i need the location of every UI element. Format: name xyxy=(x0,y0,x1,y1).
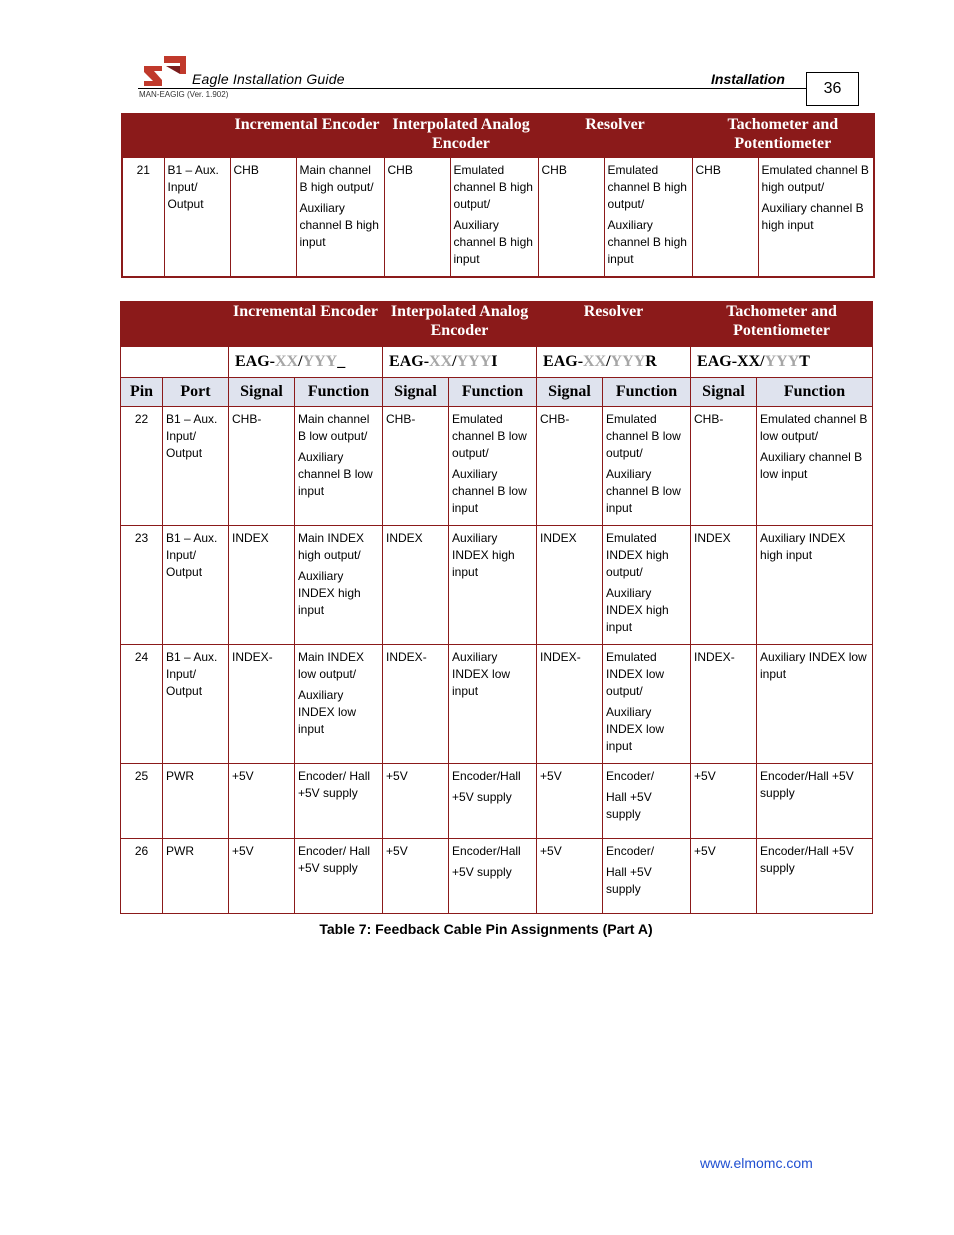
model-part: / xyxy=(452,353,457,370)
signal-cell: CHB- xyxy=(229,407,295,526)
signal-cell: +5V xyxy=(229,764,295,839)
function-cell xyxy=(449,645,537,764)
model-part: EAG-XX/ xyxy=(697,353,765,370)
model-part: EAG- xyxy=(389,353,430,370)
signal-cell: INDEX xyxy=(537,526,603,645)
function-text: Auxiliary INDEX high input xyxy=(452,531,515,579)
model-part: EAG- xyxy=(543,353,584,370)
port-cell: B1 – Aux. Input/ Output xyxy=(164,157,230,277)
function-text: Emulated INDEX high output/ xyxy=(606,531,669,579)
function-text: Auxiliary channel B high input xyxy=(453,217,533,266)
function-text: Emulated channel B high output/ xyxy=(453,162,533,211)
pin-table-continued xyxy=(121,113,875,278)
function-cell xyxy=(295,839,383,914)
model-code-interpolated xyxy=(383,347,537,378)
group-header-blank xyxy=(122,114,230,157)
function-text: Hall +5V supply xyxy=(606,790,652,821)
port-cell: B1 – Aux. Input/ Output xyxy=(163,645,229,764)
document-reference: MAN-EAGIG (Ver. 1.902) xyxy=(139,90,229,99)
function-text: Main channel B high output/ xyxy=(299,162,374,194)
model-part: XX xyxy=(429,353,453,370)
signal-cell: +5V xyxy=(537,839,603,914)
function-text: Auxiliary INDEX low input xyxy=(606,705,665,753)
model-part: EAG- xyxy=(235,353,275,370)
pin-cell: 21 xyxy=(122,157,164,277)
col-function: Function xyxy=(449,378,537,407)
model-code-tachometer xyxy=(691,347,873,378)
model-part: _ xyxy=(337,353,346,370)
function-text: Emulated channel B high output/ xyxy=(761,162,869,194)
pin-cell: 22 xyxy=(121,407,163,526)
function-text: Auxiliary channel B high input xyxy=(299,200,379,249)
function-cell xyxy=(757,645,873,764)
function-cell xyxy=(449,526,537,645)
table2-body xyxy=(121,407,873,914)
function-text: Encoder/ Hall +5V supply xyxy=(298,844,371,875)
function-text: Auxiliary INDEX high input xyxy=(298,569,361,617)
group-header-resolver: Resolver xyxy=(537,302,691,347)
function-cell xyxy=(757,407,873,526)
signal-cell: INDEX- xyxy=(691,645,757,764)
function-text: Encoder/Hall +5V supply xyxy=(760,844,854,875)
model-part: / xyxy=(606,353,611,370)
model-row xyxy=(121,347,873,378)
function-cell xyxy=(603,526,691,645)
signal-cell: +5V xyxy=(537,764,603,839)
function-cell xyxy=(449,839,537,914)
function-cell xyxy=(450,157,538,277)
model-code-incremental xyxy=(229,347,383,378)
function-text: +5V supply xyxy=(452,790,512,804)
function-text: Auxiliary INDEX low input xyxy=(452,650,511,698)
pin-cell: 25 xyxy=(121,764,163,839)
function-cell xyxy=(295,645,383,764)
model-part: I xyxy=(491,353,498,370)
function-text: Auxiliary channel B low input xyxy=(606,467,681,515)
group-header-interpolated: Interpolated Analog Encoder xyxy=(383,302,537,347)
function-cell xyxy=(603,407,691,526)
column-header-row xyxy=(121,378,873,407)
function-cell xyxy=(603,645,691,764)
group-header-blank xyxy=(121,302,229,347)
signal-cell: +5V xyxy=(383,839,449,914)
function-cell xyxy=(757,839,873,914)
col-signal: Signal xyxy=(691,378,757,407)
signal-cell: INDEX xyxy=(229,526,295,645)
function-text: Hall +5V supply xyxy=(606,865,652,896)
function-text: Emulated channel B high output/ xyxy=(607,162,687,211)
function-text: Auxiliary channel B high input xyxy=(761,200,864,232)
signal-cell: CHB- xyxy=(537,407,603,526)
col-port: Port xyxy=(163,378,229,407)
model-part: R xyxy=(645,353,657,370)
group-header-incremental: Incremental Encoder xyxy=(229,302,383,347)
function-cell xyxy=(295,764,383,839)
pin-cell: 26 xyxy=(121,839,163,914)
function-text: Auxiliary channel B low input xyxy=(760,450,863,481)
signal-cell: CHB xyxy=(384,157,450,277)
model-part: YYY xyxy=(302,353,338,370)
function-cell xyxy=(603,764,691,839)
function-cell xyxy=(757,526,873,645)
function-cell xyxy=(295,407,383,526)
model-part: XX xyxy=(583,353,607,370)
function-cell xyxy=(758,157,874,277)
group-header-tachometer: Tachometer and Potentiometer xyxy=(691,302,873,347)
function-text: Auxiliary channel B low input xyxy=(298,450,373,498)
table-row xyxy=(121,407,873,526)
function-cell xyxy=(757,764,873,839)
function-text: Encoder/Hall xyxy=(452,844,521,858)
signal-cell: CHB xyxy=(538,157,604,277)
col-signal: Signal xyxy=(537,378,603,407)
function-text: Emulated channel B low output/ xyxy=(452,412,527,460)
function-text: Auxiliary INDEX high input xyxy=(606,586,669,634)
col-function: Function xyxy=(295,378,383,407)
function-text: Auxiliary INDEX low input xyxy=(760,650,867,681)
signal-cell: +5V xyxy=(691,764,757,839)
function-text: Main INDEX high output/ xyxy=(298,531,365,562)
model-part: YYY xyxy=(610,353,646,370)
section-name: Installation xyxy=(711,71,785,87)
function-text: Auxiliary INDEX high input xyxy=(760,531,846,562)
document-title: Eagle Installation Guide xyxy=(192,71,345,87)
website-link[interactable]: www.elmomc.com xyxy=(700,1155,813,1171)
function-cell xyxy=(604,157,692,277)
pin-cell: 24 xyxy=(121,645,163,764)
signal-cell: +5V xyxy=(383,764,449,839)
signal-cell: CHB- xyxy=(383,407,449,526)
signal-cell: CHB xyxy=(230,157,296,277)
function-cell xyxy=(295,526,383,645)
signal-cell: INDEX xyxy=(691,526,757,645)
port-cell: B1 – Aux. Input/ Output xyxy=(163,407,229,526)
header-rule xyxy=(138,88,806,89)
signal-cell: CHB xyxy=(692,157,758,277)
table-row xyxy=(122,157,874,277)
table-caption: Table 7: Feedback Cable Pin Assignments (Part A) xyxy=(319,921,653,937)
group-header-row xyxy=(121,302,873,347)
port-cell: PWR xyxy=(163,839,229,914)
function-text: Encoder/Hall +5V supply xyxy=(760,769,854,800)
function-text: Main channel B low output/ xyxy=(298,412,370,443)
group-header-row xyxy=(122,114,874,157)
signal-cell: +5V xyxy=(691,839,757,914)
signal-cell: +5V xyxy=(229,839,295,914)
function-text: Emulated channel B low output/ xyxy=(760,412,868,443)
function-cell xyxy=(296,157,384,277)
model-part: T xyxy=(799,353,810,370)
model-part: YYY xyxy=(764,353,800,370)
table-row xyxy=(121,839,873,914)
elmo-logo-icon xyxy=(140,56,186,88)
table-row xyxy=(121,764,873,839)
function-text: Auxiliary INDEX low input xyxy=(298,688,357,736)
col-pin: Pin xyxy=(121,378,163,407)
page-number: 36 xyxy=(806,72,859,106)
table-row xyxy=(121,645,873,764)
signal-cell: INDEX- xyxy=(383,645,449,764)
group-header-incremental: Incremental Encoder xyxy=(230,114,384,157)
col-function: Function xyxy=(603,378,691,407)
function-text: +5V supply xyxy=(452,865,512,879)
col-signal: Signal xyxy=(383,378,449,407)
function-text: Encoder/ xyxy=(606,844,655,858)
col-function: Function xyxy=(757,378,873,407)
function-cell xyxy=(449,407,537,526)
port-cell: B1 – Aux. Input/ Output xyxy=(163,526,229,645)
function-text: Auxiliary channel B low input xyxy=(452,467,527,515)
function-text: Auxiliary channel B high input xyxy=(607,217,687,266)
group-header-interpolated: Interpolated Analog Encoder xyxy=(384,114,538,157)
table-row xyxy=(121,526,873,645)
function-text: Encoder/ Hall +5V supply xyxy=(298,769,371,800)
function-text: Main INDEX low output/ xyxy=(298,650,365,681)
signal-cell: INDEX xyxy=(383,526,449,645)
function-text: Encoder/Hall xyxy=(452,769,521,783)
function-cell xyxy=(603,839,691,914)
model-code-resolver xyxy=(537,347,691,378)
model-part: XX xyxy=(275,353,299,370)
port-cell: PWR xyxy=(163,764,229,839)
model-blank xyxy=(121,347,229,378)
model-part: / xyxy=(298,353,303,370)
signal-cell: CHB- xyxy=(691,407,757,526)
model-part: YYY xyxy=(456,353,492,370)
group-header-resolver: Resolver xyxy=(538,114,692,157)
function-text: Emulated channel B low output/ xyxy=(606,412,681,460)
pin-table xyxy=(120,301,873,914)
col-signal: Signal xyxy=(229,378,295,407)
function-text: Emulated INDEX low output/ xyxy=(606,650,665,698)
signal-cell: INDEX- xyxy=(537,645,603,764)
table1-body xyxy=(122,157,874,277)
group-header-tachometer: Tachometer and Potentiometer xyxy=(692,114,874,157)
function-cell xyxy=(449,764,537,839)
pin-cell: 23 xyxy=(121,526,163,645)
function-text: Encoder/ xyxy=(606,769,655,783)
signal-cell: INDEX- xyxy=(229,645,295,764)
